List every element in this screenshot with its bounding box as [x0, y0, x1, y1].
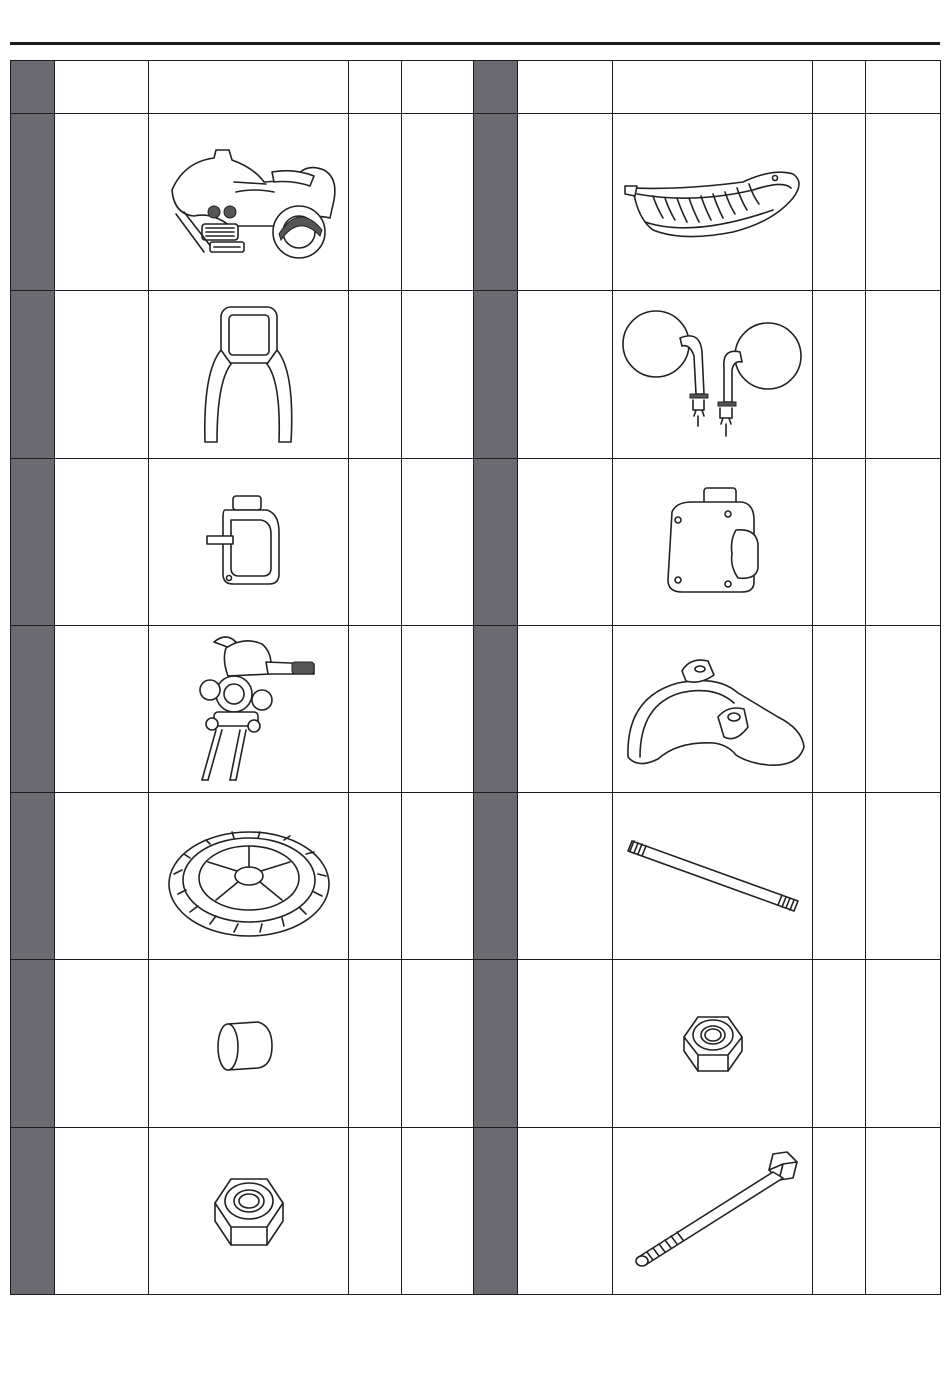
table-row	[11, 458, 941, 625]
part-picture-cell	[149, 793, 349, 960]
part-qty-cell	[349, 291, 402, 458]
seat-icon	[623, 152, 803, 252]
header-remark-left	[402, 61, 474, 114]
part-remark-cell	[866, 458, 941, 625]
backrest-icon	[199, 302, 299, 447]
part-remark-cell	[402, 960, 474, 1127]
part-no-cell	[474, 625, 518, 792]
header-name-right	[518, 61, 613, 114]
part-no-cell	[474, 960, 518, 1127]
part-no-cell	[474, 114, 518, 291]
part-remark-cell	[866, 960, 941, 1127]
part-no-cell	[11, 793, 55, 960]
part-remark-cell	[402, 114, 474, 291]
part-remark-cell	[866, 1127, 941, 1294]
part-remark-cell	[866, 793, 941, 960]
parts-list-table	[10, 60, 941, 1295]
part-qty-cell	[349, 625, 402, 792]
part-picture-cell	[613, 960, 813, 1127]
part-picture-cell	[613, 625, 813, 792]
part-name-cell	[518, 625, 613, 792]
part-qty-cell	[813, 114, 866, 291]
part-picture-cell	[149, 114, 349, 291]
part-no-cell	[474, 458, 518, 625]
table-row	[11, 793, 941, 960]
part-remark-cell	[866, 291, 941, 458]
part-remark-cell	[866, 114, 941, 291]
header-picture-right	[613, 61, 813, 114]
part-picture-cell	[613, 1127, 813, 1294]
part-name-cell	[518, 458, 613, 625]
handlebar-fork-icon	[174, 630, 324, 788]
header-picture-left	[149, 61, 349, 114]
part-name-cell	[518, 960, 613, 1127]
part-name-cell	[55, 960, 149, 1127]
part-qty-cell	[349, 458, 402, 625]
cap-icon	[214, 1014, 284, 1074]
table-row	[11, 291, 941, 458]
header-no-left	[11, 61, 55, 114]
part-picture-cell	[613, 793, 813, 960]
part-picture-cell	[149, 458, 349, 625]
header-name-left	[55, 61, 149, 114]
part-no-cell	[474, 793, 518, 960]
part-qty-cell	[349, 960, 402, 1127]
left-cover-icon	[199, 492, 299, 592]
part-remark-cell	[402, 625, 474, 792]
part-qty-cell	[813, 1127, 866, 1294]
table-row	[11, 114, 941, 291]
part-qty-cell	[813, 960, 866, 1127]
part-picture-cell	[149, 1127, 349, 1294]
large-nut-icon	[209, 1171, 289, 1251]
part-no-cell	[11, 1127, 55, 1294]
part-remark-cell	[402, 458, 474, 625]
part-name-cell	[518, 291, 613, 458]
part-picture-cell	[613, 291, 813, 458]
header-no-right	[474, 61, 518, 114]
part-remark-cell	[402, 793, 474, 960]
part-qty-cell	[349, 1127, 402, 1294]
part-name-cell	[55, 114, 149, 291]
wheel-icon	[164, 814, 334, 939]
part-qty-cell	[813, 793, 866, 960]
bolt-icon	[623, 1148, 803, 1273]
part-name-cell	[55, 458, 149, 625]
header-qty-left	[349, 61, 402, 114]
part-picture-cell	[613, 458, 813, 625]
part-qty-cell	[813, 625, 866, 792]
part-no-cell	[11, 625, 55, 792]
small-nut-icon	[678, 1011, 748, 1076]
mirrors-icon	[618, 304, 808, 444]
part-no-cell	[11, 458, 55, 625]
motorcycle-body-icon	[154, 142, 344, 262]
part-no-cell	[474, 291, 518, 458]
top-rule	[10, 42, 940, 45]
part-qty-cell	[349, 114, 402, 291]
part-picture-cell	[613, 114, 813, 291]
axle-icon	[618, 831, 808, 921]
part-qty-cell	[813, 458, 866, 625]
header-qty-right	[813, 61, 866, 114]
part-no-cell	[11, 114, 55, 291]
header-remark-right	[866, 61, 941, 114]
table-row	[11, 625, 941, 792]
part-qty-cell	[813, 291, 866, 458]
table-row	[11, 1127, 941, 1294]
front-fender-icon	[618, 647, 808, 772]
part-name-cell	[518, 1127, 613, 1294]
part-no-cell	[474, 1127, 518, 1294]
part-name-cell	[518, 114, 613, 291]
part-picture-cell	[149, 960, 349, 1127]
part-remark-cell	[402, 1127, 474, 1294]
part-name-cell	[55, 625, 149, 792]
part-no-cell	[11, 291, 55, 458]
part-remark-cell	[402, 291, 474, 458]
part-picture-cell	[149, 291, 349, 458]
part-picture-cell	[149, 625, 349, 792]
right-cover-icon	[658, 484, 768, 599]
part-name-cell	[55, 1127, 149, 1294]
part-no-cell	[11, 960, 55, 1127]
part-name-cell	[55, 291, 149, 458]
part-remark-cell	[866, 625, 941, 792]
part-name-cell	[518, 793, 613, 960]
table-row	[11, 960, 941, 1127]
header-row	[11, 61, 941, 114]
part-name-cell	[55, 793, 149, 960]
part-qty-cell	[349, 793, 402, 960]
